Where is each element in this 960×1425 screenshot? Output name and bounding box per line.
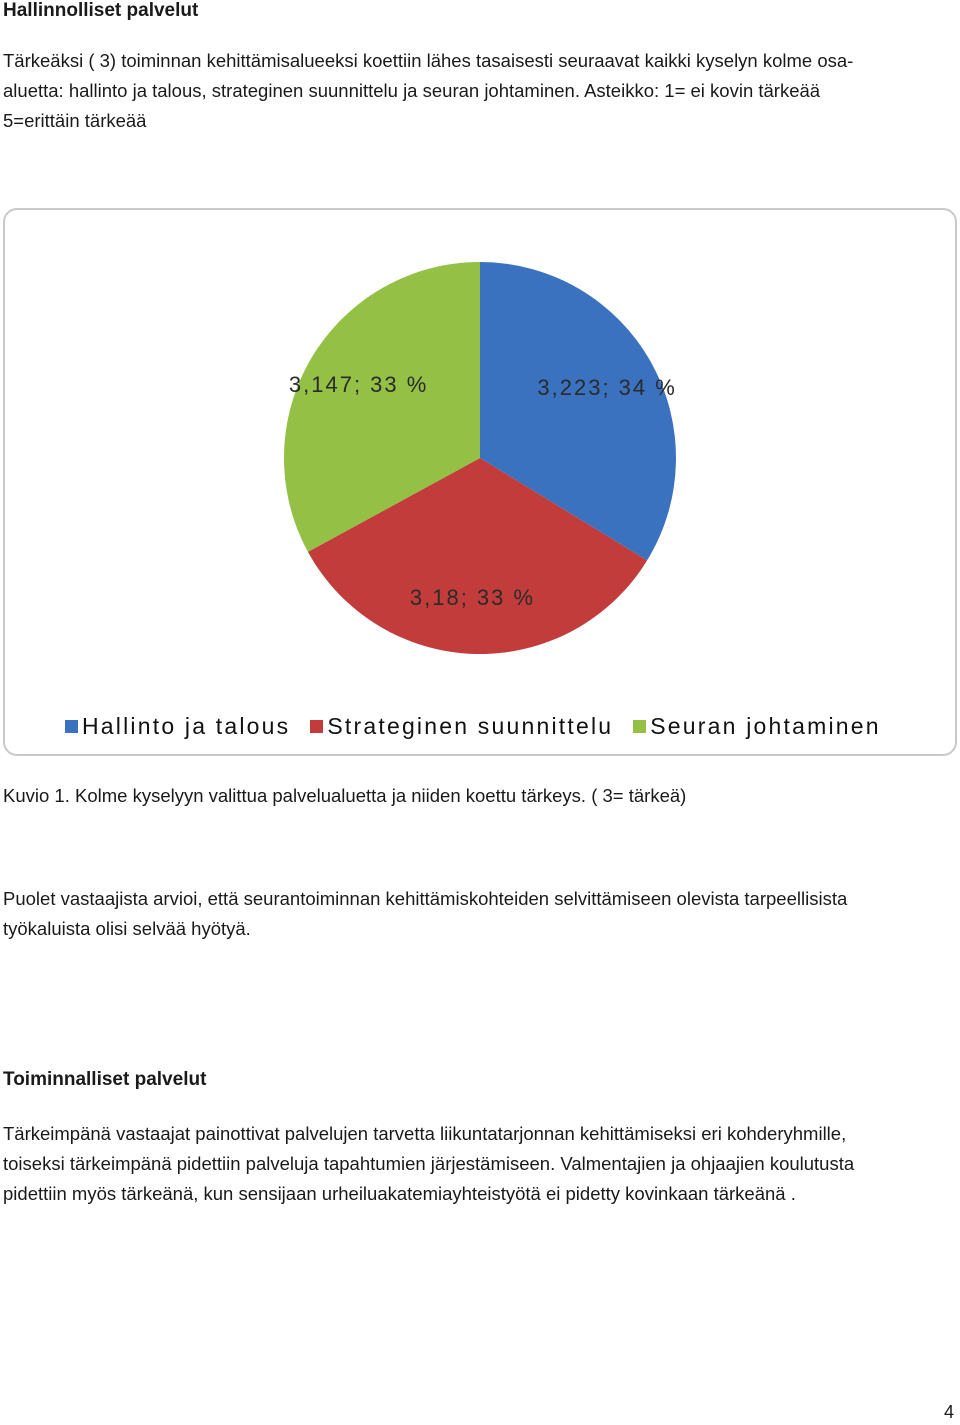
intro-line: aluetta: hallinto ja talous, strateginen suunnittelu ja seuran johtaminen. Asteikko: 1= ei kovin tärkeää: [3, 80, 821, 101]
findings-line: Puolet vastaajista arvioi, että seurantoiminnan kehittämiskohteiden selvittämiseen olevista tarpeellisista: [3, 888, 848, 909]
legend-swatch: [310, 720, 323, 733]
findings-paragraph: [3, 884, 847, 944]
legend-label: Strateginen suunnittelu: [327, 712, 614, 739]
pie-data-label: 3,223; 34 %: [537, 374, 677, 400]
chart-legend: [65, 711, 901, 741]
page-number: 4: [943, 1402, 954, 1422]
services-line: Tärkeimpänä vastaajat painottivat palvelujen tarvetta liikuntatarjonnan kehittämiseksi eri kohderyhmille,: [3, 1123, 847, 1144]
services-line: pidettiin myös tärkeänä, kun sensijaan urheiluakatemiayhteistyötä ei pidetty kovinkaan tärkeänä .: [3, 1183, 796, 1204]
legend-swatch: [65, 720, 78, 733]
intro-line: Tärkeäksi ( 3) toiminnan kehittämisalueeksi koettiin lähes tasaisesti seuraavat kaikki kyselyn kolme osa-: [3, 50, 854, 71]
legend-item: [633, 713, 880, 740]
pie-data-label: 3,18; 33 %: [409, 584, 536, 610]
legend-label: Hallinto ja talous: [82, 712, 291, 739]
intro-line: 5=erittäin tärkeää: [3, 110, 147, 131]
section-title-toiminnalliset: Toiminnalliset palvelut: [3, 1069, 207, 1090]
services-paragraph: [3, 1119, 854, 1209]
findings-line: työkaluista olisi selvää hyötyä.: [3, 918, 251, 939]
legend-item: [310, 713, 613, 740]
legend-label: Seuran johtaminen: [650, 712, 881, 739]
legend-swatch: [633, 720, 646, 733]
legend-item: [65, 713, 290, 740]
services-line: toiseksi tärkeimpänä pidettiin palveluja tapahtumien järjestämiseen. Valmentajien ja ohjaajien koulutusta: [3, 1153, 855, 1174]
figure-caption: Kuvio 1. Kolme kyselyyn valittua palvelualuetta ja niiden koettu tärkeys. ( 3= tärkeä): [3, 785, 687, 806]
section-title-hallinnolliset: Hallinnolliset palvelut: [3, 0, 199, 21]
pie-data-label: 3,147; 33 %: [288, 371, 429, 397]
